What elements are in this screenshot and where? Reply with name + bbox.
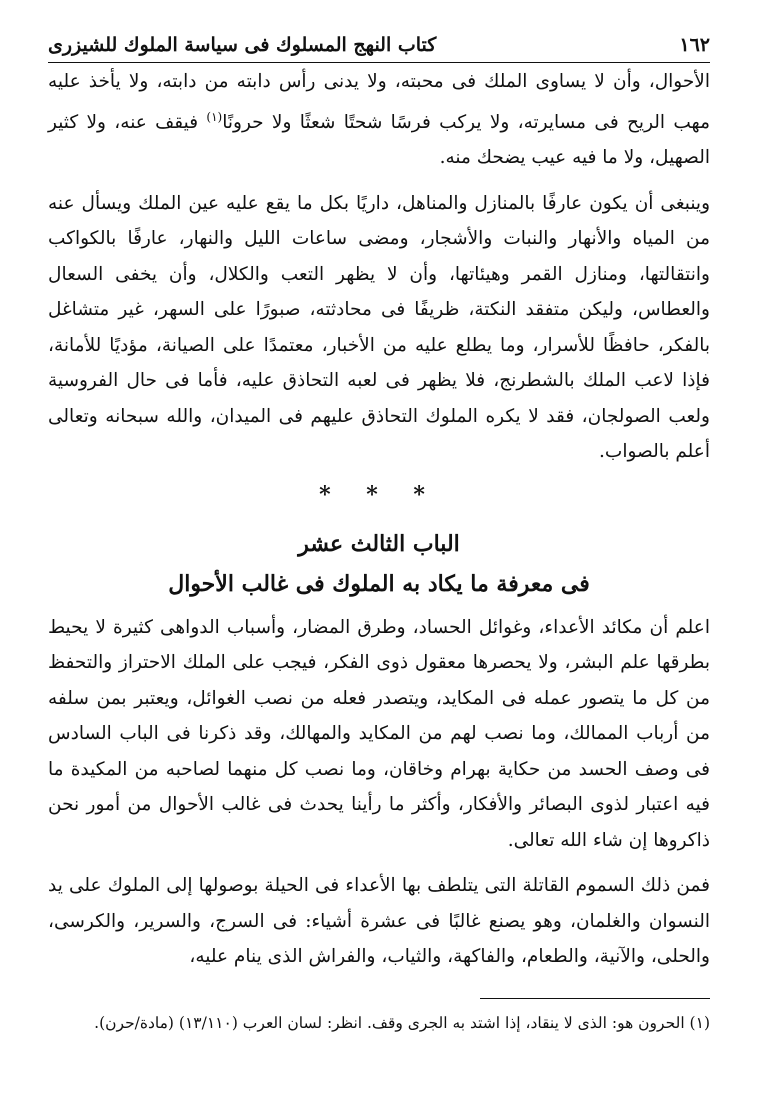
chapter-title: الباب الثالث عشر <box>298 530 460 557</box>
page-number: ١٦٢ <box>679 34 710 56</box>
running-header <box>48 28 710 63</box>
paragraph: وينبغى أن يكون عارفًا بالمنازل والمناهل، داريًا بكل ما يقع عليه عين الملك ويسأل عنه من المياه والأنهار والنبات والأشجار، ومضى ساعات الليل والنهار، عارفًا بالكواكب وانتقالتها، ومنازل القمر وهيئاتها، وأن لا يظهر التعب والكلال، وأن يخفى السعال والعطاس، وليكن متفقد النكتة، ظريفًا فى محادثته، صبورًا على السهر، غير متشاغل بالفكر، حافظًا للأسرار، وما يطلع عليه من الأخبار، معتمدًا على الصيانة، مؤديًا للأمانة، فإذا لاعب الملك بالشطرنج، فلا يظهر فى لعبه التحاذق عليه، فأما فى حال الفروسية ولعب الصولجان، فقد لا يكره الملوك التحاذق عليهم فى الميدان، والله سبحانه وتعالى أعلم بالصواب. <box>48 192 710 463</box>
paragraph: فمن ذلك السموم القاتلة التى يتلطف بها الأعداء فى الحيلة بوصولها إلى الملوك على يد النسوان والغلمان، وهو يصنع غالبًا فى عشرة أشياء: فى السرج، والسرير، والكرسى، والحلى، والآنية، والطعام، والفاكهة، والثياب، والفراش الذى ينام عليه، <box>48 875 710 968</box>
footnote-marker[interactable]: (١) <box>206 109 223 124</box>
footnote-divider <box>480 998 710 999</box>
paragraph: اعلم أن مكائد الأعداء، وغوائل الحساد، وطرق المضار، وأسباب الدواهى كثيرة لا يحيط بطرقها علم البشر، ولا يحصرها معقول ذوى الفكر، فيجب على الملك الاحتراز والتحفظ من كل ما يتصور عمله فى المكايد، ويتصدر فعله من نصب الغوائل، ويعتبر بمن سلفه من أرباب الممالك، وما نصب لهم من المكايد والمهالك، وقد ذكرنا فى الباب السادس فى وصف الحسد من حكاية بهرام وخاقان، وما نصب كل منهما لصاحبه من المكيدة ما فيه اعتبار لذوى البصائر والأفكار، وأكثر ما رأينا يحدث فى غالب الأحوال من أمور نحن ذاكروها إن شاء الله تعالى. <box>48 616 710 851</box>
paragraph-text: فيقف عنه، ولا كثير الصهيل، ولا ما فيه عيب يضحك منه. <box>48 111 710 169</box>
section-separator: * * * <box>319 481 439 508</box>
running-title: كتاب النهج المسلوك فى سياسة الملوك للشيزرى <box>48 34 437 56</box>
paragraph-text: الأحوال، وأن لا يساوى الملك فى محبته، ولا يدنى رأس دابته من دابته، ولا يأخذ عليه مهب الريح فى مسايرته، ولا يركب فرسًا شحتًا شعثًا ولا حرونًا <box>48 71 710 133</box>
chapter-subtitle: فى معرفة ما يكاد به الملوك فى غالب الأحوال <box>168 570 590 597</box>
footnote: (١) الحرون هو: الذى لا ينقاد، إذا اشتد به الجرى وقف. انظر: لسان العرب (١٣/١١٠) (مادة/حرن). <box>94 1014 710 1032</box>
page-body <box>48 64 710 975</box>
paragraph <box>48 64 710 176</box>
